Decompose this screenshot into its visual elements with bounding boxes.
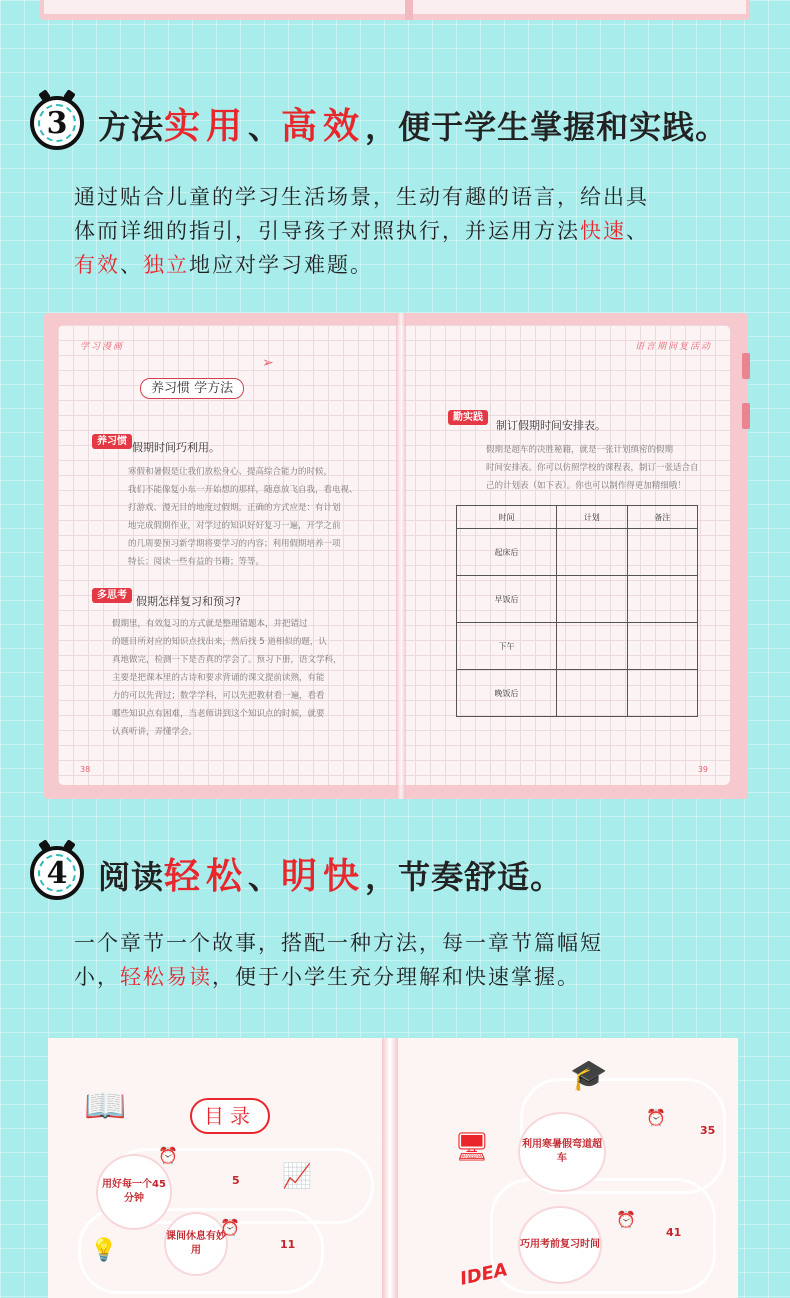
table-row: 早饭后: [457, 576, 698, 623]
section-4-header: [30, 846, 563, 900]
right-header: 语言期间复活动: [634, 342, 712, 352]
section-3-description: 通过贴合儿童的学习生活场景，生动有趣的语言，给出具 体而详细的指引，引导孩子对照执行，并运用方法快速、 有效、独立地应对学习难题。: [74, 185, 649, 277]
book-spine: [382, 1038, 398, 1298]
page-number-left: 38: [80, 765, 91, 774]
table-row: 起床后: [457, 529, 698, 576]
body-text-1: 寒假和暑假是让我们放松身心、提高综合能力的时候， 我们不能像复小东一开始想的那样，随意放飞自我，看电视、 打游戏、漫无目的地度过假期。正确的方式应是：有计划 地完成假期作业，对学过的知识好好复习一遍，开学之前 的几周要预习新学期将要学习的内容；利用假期培养一项 特长；阅读一些有益的书籍；等等。: [128, 467, 358, 567]
lightbulb-icon: 💡: [90, 1238, 118, 1263]
box-title: 养习惯 学方法: [140, 378, 244, 399]
toc-page-number: 5: [232, 1174, 240, 1187]
clock-small-icon: ⏰: [158, 1146, 178, 1165]
tag-practice: 勤实践: [448, 410, 488, 425]
toc-page-number: 11: [280, 1238, 296, 1251]
toc-item[interactable]: 利用寒暑假弯道超车: [520, 1114, 604, 1190]
book-spine: [396, 313, 406, 799]
section-title: 阅读轻松、明快，节奏舒适。: [98, 855, 564, 897]
tag-habit: 养习惯: [92, 434, 132, 449]
book-icon: 📖: [84, 1086, 127, 1126]
clock-icon: [30, 846, 84, 900]
alarm-icon: ⏰: [220, 1218, 240, 1237]
section-title: 方法实用、高效，便于学生掌握和实践。: [98, 105, 729, 147]
section-3-header: [30, 96, 728, 150]
chart-icon: 📈: [282, 1162, 312, 1190]
section-4-description: 一个章节一个故事，搭配一种方法，每一章节篇幅短 小，轻松易读，便于小学生充分理解和快速掌握。: [74, 931, 603, 989]
side-tab: [742, 353, 750, 379]
toc-left-page: [48, 1038, 388, 1298]
tag-think: 多思考: [92, 588, 132, 603]
schedule-table: [456, 505, 698, 717]
subheading-2: 假期怎样复习和预习?: [136, 595, 241, 608]
subheading-1: 假期时间巧利用。: [132, 441, 220, 454]
body-text-2: 假期里，有效复习的方式就是整理错题本，并把错过 的题目所对应的知识点找出来，然后找 5 道相似的题，认 真地做完，检测一下是否真的学会了。预习下册，语文学科， 主要是把课本里的古诗和要求背诵的课文提前读熟，有能 力的可以先背过；数学学科，可以先把教材看一遍，看看 哪些知识点有困难，当老师讲到这个知识点的时候，就要 认真听讲，弄懂学会。: [112, 619, 342, 737]
idea-text: IDEA: [458, 1259, 510, 1290]
section-number: 4: [46, 855, 68, 891]
graduation-cap-icon: 🎓: [570, 1058, 608, 1093]
subheading-3: 制订假期时间安排表。: [496, 419, 606, 432]
alarm-icon: ⏰: [616, 1210, 636, 1229]
left-header: 学习漫画: [80, 342, 125, 352]
paper-plane-icon: ➢: [262, 355, 274, 371]
section-number: 3: [46, 105, 68, 141]
toc-title: 目录: [190, 1098, 270, 1134]
page-number-right: 39: [697, 765, 708, 774]
book-spread-1: [44, 313, 748, 799]
toc-item[interactable]: 课间休息有妙用: [166, 1214, 226, 1274]
computer-icon: 🖥: [454, 1130, 490, 1163]
right-page: [400, 325, 730, 785]
book-spread-2: [48, 1038, 738, 1298]
toc-page-number: 41: [666, 1226, 682, 1239]
table-row: 晚饭后: [457, 670, 698, 717]
toc-right-page: [390, 1038, 738, 1298]
toc-page-number: 35: [700, 1124, 716, 1137]
side-tab: [742, 403, 750, 429]
clock-small-icon: ⏰: [646, 1108, 666, 1127]
toc-item[interactable]: 巧用考前复习时间: [520, 1208, 600, 1282]
left-page: [58, 325, 400, 785]
table-row: 下午: [457, 623, 698, 670]
table-header: 备注: [627, 506, 697, 529]
table-header: 计划: [557, 506, 627, 529]
table-header: 时间: [457, 506, 557, 529]
clock-icon: [30, 96, 84, 150]
toc-item[interactable]: 用好每一个45分钟: [98, 1156, 170, 1228]
body-text-3: 假期是超车的决胜秘籍，就是一张计划缜密的假期 时间安排表。你可以仿照学校的课程表，制订一张适合自 己的计划表（如下表）。你也可以制作得更加精细哦！: [486, 445, 699, 491]
top-book-edge: [40, 0, 750, 20]
